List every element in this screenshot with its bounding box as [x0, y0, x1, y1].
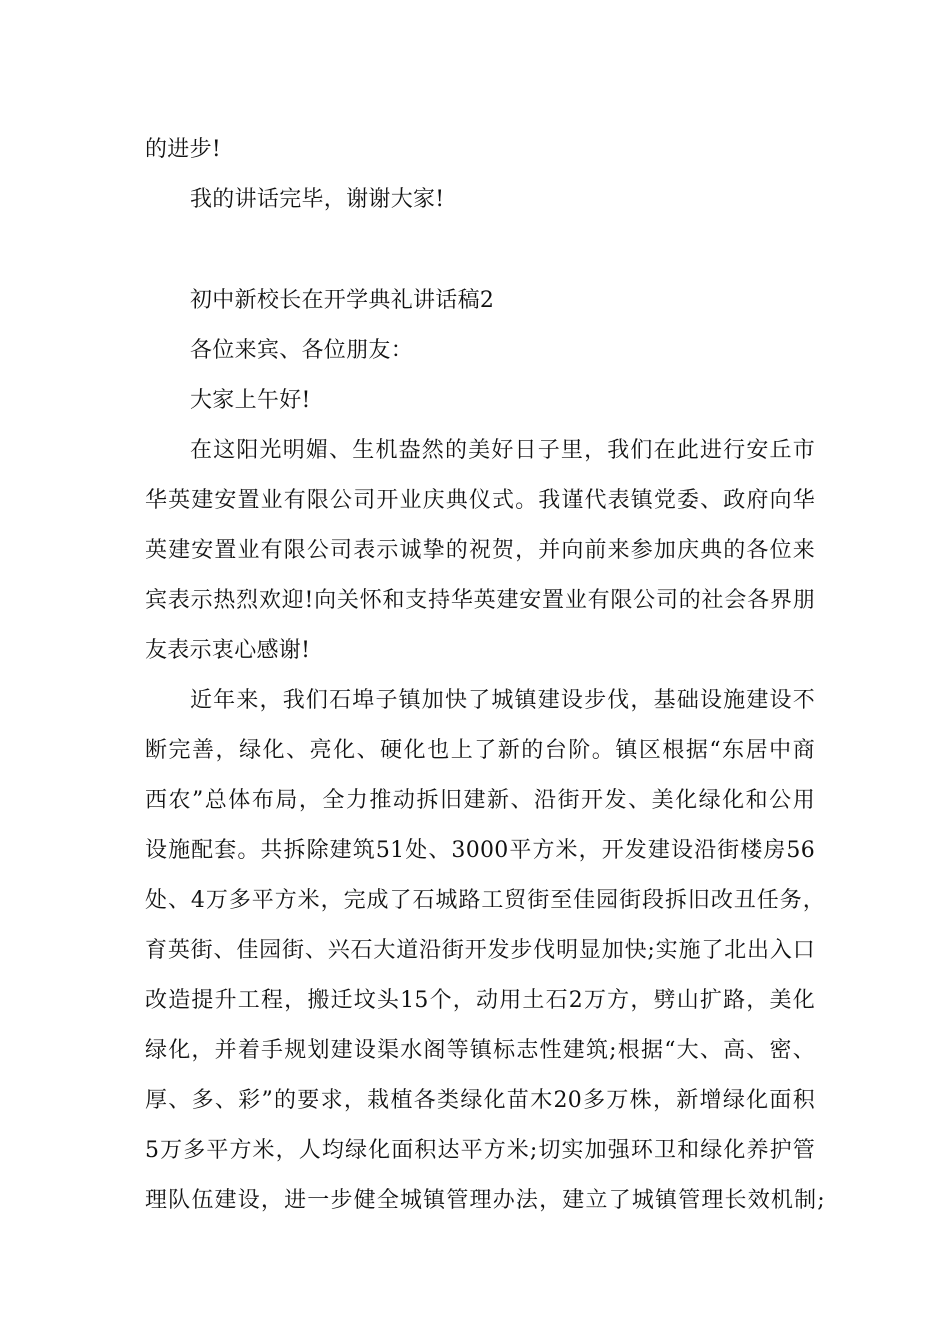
text-line-2: 我的讲话完毕，谢谢大家!	[190, 187, 445, 212]
paragraph-1-line-1: 在这阳光明媚、生机盎然的美好日子里，我们在此进行安丘市	[190, 438, 815, 463]
paragraph-2-line-9: 厚、多、彩”的要求，栽植各类绿化苗木20多万株，新增绿化面积	[145, 1088, 815, 1113]
section-title: 初中新校长在开学典礼讲话稿2	[190, 288, 495, 313]
salutation: 各位来宾、各位朋友：	[190, 338, 414, 363]
paragraph-2-line-5: 处、4万多平方米，完成了石城路工贸街至佳园街段拆旧改丑任务，	[145, 888, 825, 913]
paragraph-2-line-6: 育英街、佳园街、兴石大道沿街开发步伐明显加快;实施了北出入口	[145, 938, 815, 963]
paragraph-2-line-11: 理队伍建设，进一步健全城镇管理办法，建立了城镇管理长效机制;	[145, 1188, 825, 1213]
paragraph-2-line-7: 改造提升工程，搬迁坟头15个，动用土石2万方，劈山扩路，美化	[145, 988, 815, 1013]
paragraph-1-line-2: 华英建安置业有限公司开业庆典仪式。我谨代表镇党委、政府向华	[145, 488, 815, 513]
paragraph-2-line-2: 断完善，绿化、亮化、硬化也上了新的台阶。镇区根据“东居中商	[145, 738, 815, 763]
paragraph-1-line-4: 宾表示热烈欢迎!向关怀和支持华英建安置业有限公司的社会各界朋	[145, 588, 815, 613]
paragraph-2-line-4: 设施配套。共拆除建筑51处、3000平方米，开发建设沿街楼房56	[145, 838, 815, 863]
paragraph-2-line-1: 近年来，我们石埠子镇加快了城镇建设步伐，基础设施建设不	[190, 688, 815, 713]
paragraph-2-line-10: 5万多平方米，人均绿化面积达平方米;切实加强环卫和绿化养护管	[145, 1138, 815, 1163]
paragraph-1-line-3: 英建安置业有限公司表示诚挚的祝贺，并向前来参加庆典的各位来	[145, 538, 815, 563]
paragraph-2-line-3: 西农”总体布局，全力推动拆旧建新、沿街开发、美化绿化和公用	[145, 788, 815, 813]
text-line-1: 的进步!	[145, 137, 222, 162]
paragraph-1-line-5: 友表示衷心感谢!	[145, 638, 311, 663]
greeting: 大家上午好!	[190, 388, 311, 413]
paragraph-2-line-8: 绿化，并着手规划建设渠水阁等镇标志性建筑;根据“大、高、密、	[145, 1038, 815, 1063]
